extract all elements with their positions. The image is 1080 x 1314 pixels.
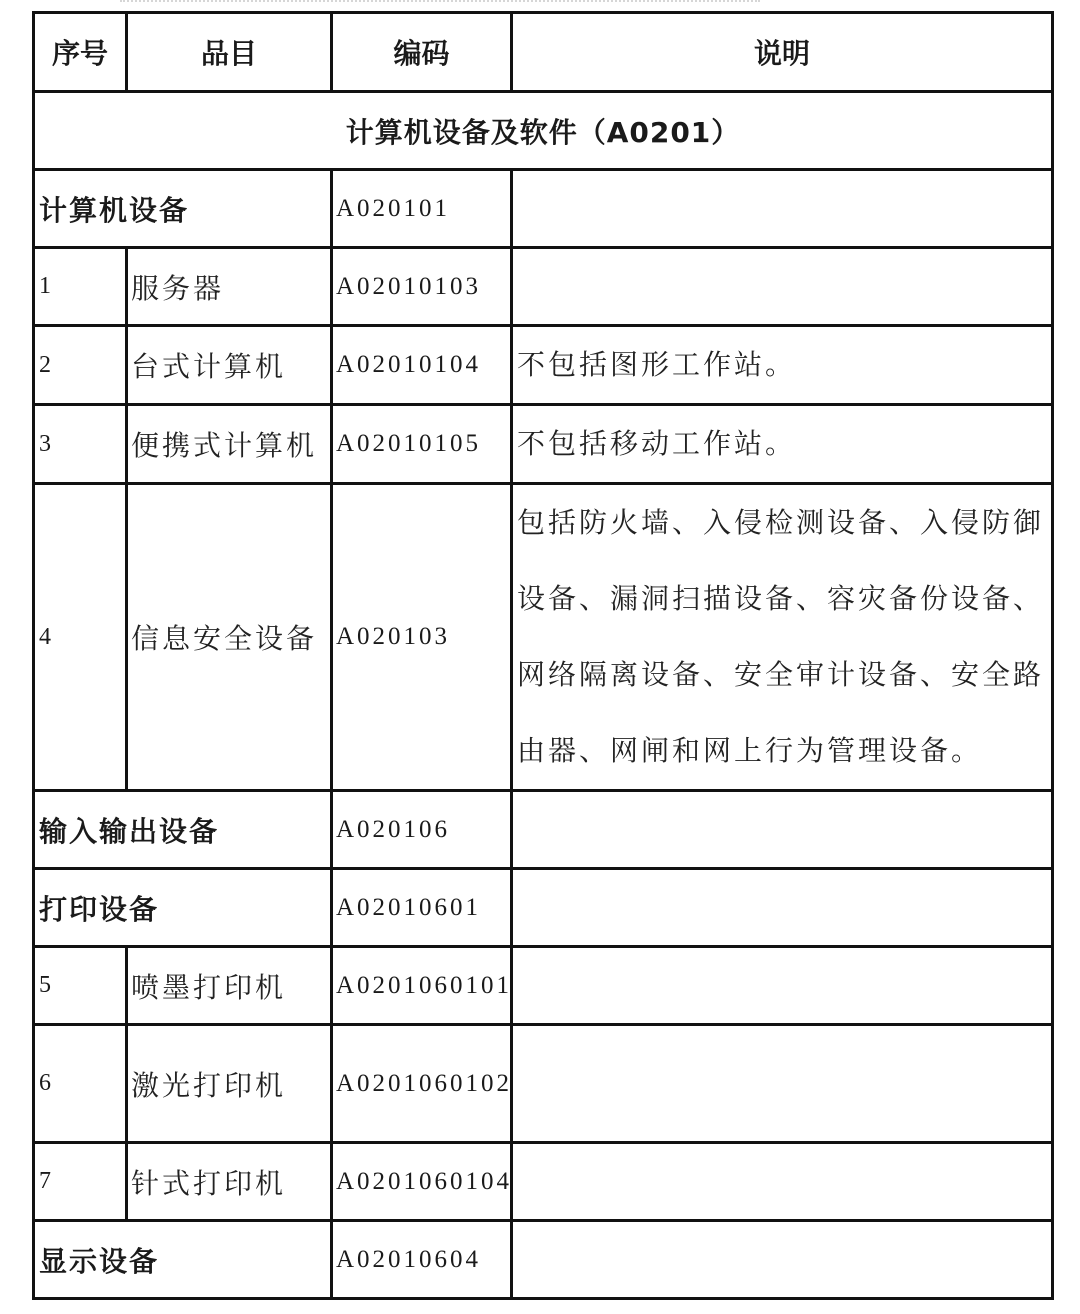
table-row [34,248,1053,326]
item-number: 6 [34,1025,127,1143]
item-code: A02010104 [332,326,512,405]
item-name: 服务器 [127,248,332,326]
item-code: A020103 [332,484,512,791]
item-number: 4 [34,484,127,791]
category-name: 打印设备 [34,869,332,947]
header-code: 编码 [332,13,512,92]
table-row [34,1025,1053,1143]
table-row [34,947,1053,1025]
category-name: 输入输出设备 [34,791,332,869]
category-row [34,1221,1053,1299]
item-number: 7 [34,1143,127,1221]
category-row [34,869,1053,947]
item-number: 5 [34,947,127,1025]
item-number: 2 [34,326,127,405]
header-seq: 序号 [34,13,127,92]
category-code: A02010601 [332,869,512,947]
item-code: A0201060102 [332,1025,512,1143]
item-code: A0201060104 [332,1143,512,1221]
item-number: 1 [34,248,127,326]
item-desc: 不包括图形工作站。 [512,326,1053,405]
item-name: 针式打印机 [127,1143,332,1221]
procurement-catalog-table [32,11,1054,1300]
category-name: 显示设备 [34,1221,332,1299]
item-code: A0201060101 [332,947,512,1025]
table-row [34,484,1053,791]
section-row [34,92,1053,170]
category-desc [512,1221,1053,1299]
section-title: 计算机设备及软件（A0201） [34,92,1053,170]
item-desc: 包括防火墙、入侵检测设备、入侵防御设备、漏洞扫描设备、容灾备份设备、网络隔离设备、安全审计设备、安全路由器、网闸和网上行为管理设备。 [512,484,1053,791]
item-name: 台式计算机 [127,326,332,405]
item-desc [512,248,1053,326]
category-code: A020101 [332,170,512,248]
table-row [34,326,1053,405]
header-item: 品目 [127,13,332,92]
category-desc [512,791,1053,869]
item-code: A02010103 [332,248,512,326]
item-desc [512,1143,1053,1221]
table-row [34,1143,1053,1221]
item-name: 信息安全设备 [127,484,332,791]
item-desc [512,947,1053,1025]
item-desc [512,1025,1053,1143]
table-row [34,405,1053,484]
item-name: 便携式计算机 [127,405,332,484]
category-name: 计算机设备 [34,170,332,248]
header-row [34,13,1053,92]
item-desc: 不包括移动工作站。 [512,405,1053,484]
item-name: 喷墨打印机 [127,947,332,1025]
category-code: A020106 [332,791,512,869]
category-row [34,791,1053,869]
item-code: A02010105 [332,405,512,484]
category-row [34,170,1053,248]
category-code: A02010604 [332,1221,512,1299]
cropped-text-above [120,0,760,6]
category-desc [512,170,1053,248]
header-desc: 说明 [512,13,1053,92]
item-number: 3 [34,405,127,484]
item-name: 激光打印机 [127,1025,332,1143]
category-desc [512,869,1053,947]
